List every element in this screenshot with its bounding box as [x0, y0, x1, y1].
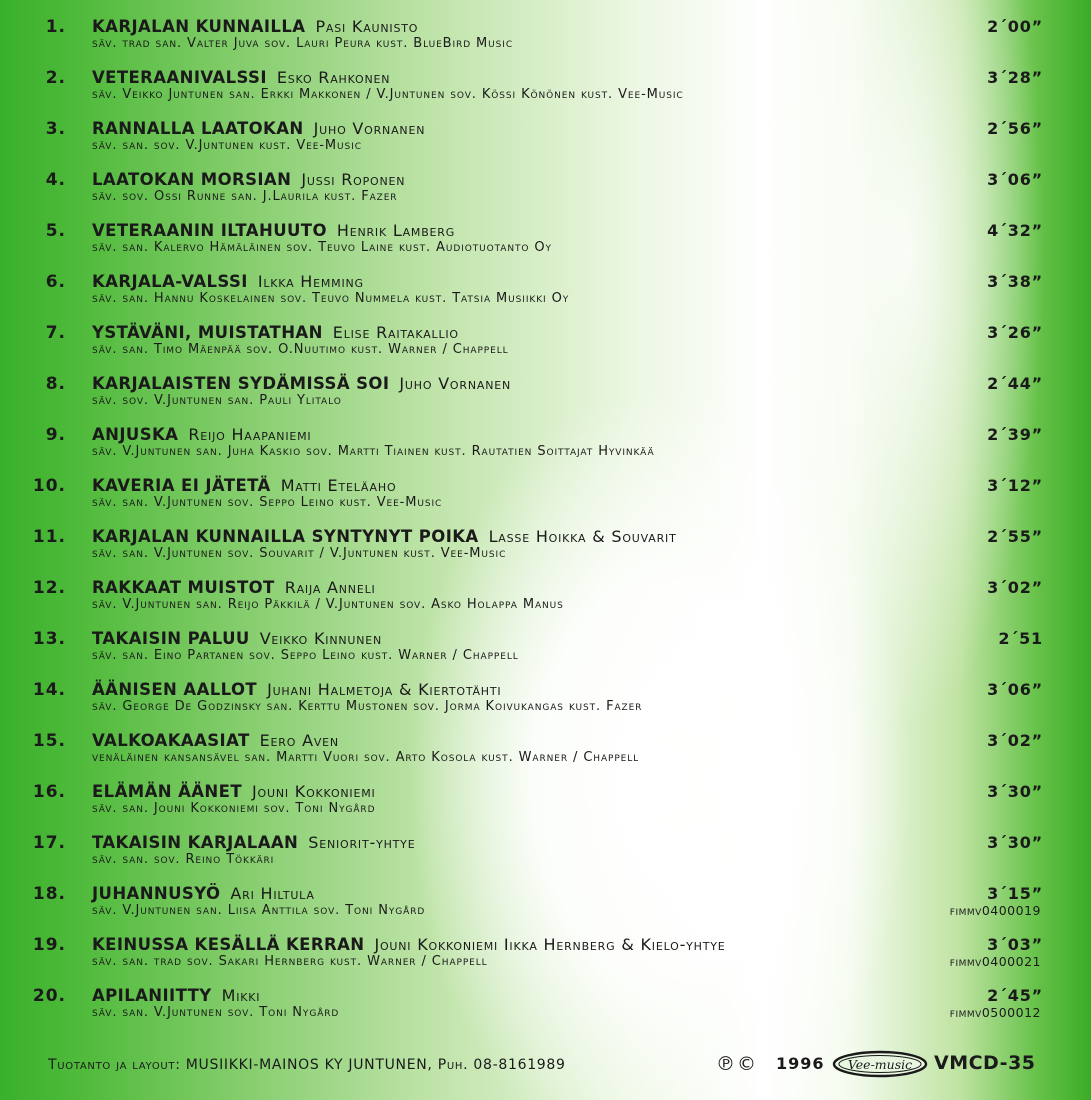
track-row — [0, 17, 1091, 63]
track-performer: Ari Hiltula — [230, 884, 315, 903]
track-row — [0, 884, 1091, 930]
track-duration: 3´03” — [987, 935, 1043, 954]
track-row — [0, 731, 1091, 777]
track-heading — [92, 425, 311, 445]
track-heading — [92, 680, 501, 700]
track-title: ÄÄNISEN AALLOT — [92, 680, 258, 699]
track-performer: Veikko Kinnunen — [259, 629, 383, 648]
track-credits: venäläinen kansansävel san. Martti Vuori sov. Arto Kosola kust. Warner / Chappell — [92, 750, 640, 765]
track-heading — [92, 68, 390, 88]
track-number: 8. — [45, 374, 66, 394]
track-title: KARJALAN KUNNAILLA — [92, 17, 306, 36]
track-heading — [92, 986, 260, 1006]
track-number: 10. — [32, 476, 66, 496]
track-performer: Seniorit-yhtye — [308, 833, 416, 852]
track-credits: säv. san. Hannu Koskelainen sov. Teuvo Nummela kust. Tatsia Musiikki Oy — [92, 291, 570, 306]
track-heading — [92, 374, 511, 394]
track-performer: Elise Raitakallio — [332, 323, 459, 342]
track-row — [0, 527, 1091, 573]
track-title: JUHANNUSYÖ — [92, 884, 221, 903]
track-title: RANNALLA LAATOKAN — [92, 119, 304, 138]
track-row — [0, 935, 1091, 981]
track-row — [0, 629, 1091, 675]
track-heading — [92, 170, 405, 190]
track-title: VETERAANIVALSSI — [92, 68, 267, 87]
track-row — [0, 578, 1091, 624]
track-heading — [92, 221, 455, 241]
track-number: 18. — [32, 884, 66, 904]
track-row — [0, 986, 1091, 1032]
track-row — [0, 374, 1091, 420]
track-row — [0, 782, 1091, 828]
track-duration: 3´30” — [987, 782, 1043, 801]
track-heading — [92, 119, 425, 139]
track-number: 4. — [45, 170, 66, 190]
track-credits: säv. san. V.Juntunen sov. Seppo Leino kust. Vee-Music — [92, 495, 443, 510]
track-title: KARJALAISTEN SYDÄMISSÄ SOI — [92, 374, 390, 393]
track-number: 20. — [32, 986, 66, 1006]
track-row — [0, 119, 1091, 165]
track-title: KARJALA-VALSSI — [92, 272, 248, 291]
track-row — [0, 170, 1091, 216]
track-number: 3. — [45, 119, 66, 139]
track-heading — [92, 629, 382, 649]
track-duration: 3´38” — [987, 272, 1043, 291]
track-duration: 2´00” — [987, 17, 1043, 36]
track-title: KEINUSSA KESÄLLÄ KERRAN — [92, 935, 365, 954]
track-heading — [92, 578, 376, 598]
copyright-year: 1996 — [776, 1054, 825, 1073]
track-credits: säv. V.Juntunen san. Liisa Anttila sov. Toni Nygård — [92, 903, 426, 918]
track-row — [0, 272, 1091, 318]
track-heading — [92, 731, 339, 751]
track-number: 5. — [45, 221, 66, 241]
track-performer: Jussi Roponen — [301, 170, 406, 189]
track-title: APILANIITTY — [92, 986, 212, 1005]
track-title: KAVERIA EI JÄTETÄ — [92, 476, 271, 495]
track-heading — [92, 884, 315, 904]
track-duration: 3´06” — [987, 170, 1043, 189]
track-credits: säv. san. Eino Partanen sov. Seppo Leino kust. Warner / Chappell — [92, 648, 519, 663]
track-number: 7. — [45, 323, 66, 343]
track-performer: Eero Aven — [259, 731, 339, 750]
track-performer: Mikki — [221, 986, 261, 1005]
track-performer: Juho Vornanen — [313, 119, 426, 138]
track-number: 11. — [32, 527, 66, 547]
track-number: 19. — [32, 935, 66, 955]
track-title: ANJUSKA — [92, 425, 179, 444]
track-heading — [92, 527, 677, 547]
track-credits: säv. sov. V.Juntunen san. Pauli Ylitalo — [92, 393, 342, 408]
track-row — [0, 476, 1091, 522]
track-credits: säv. V.Juntunen san. Juha Kaskio sov. Martti Tiainen kust. Rautatien Soittajat Hyvinkää — [92, 444, 655, 459]
track-title: VALKOAKAASIAT — [92, 731, 250, 750]
track-performer: Reijo Haapaniemi — [188, 425, 312, 444]
track-number: 6. — [45, 272, 66, 292]
track-number: 1. — [45, 17, 66, 37]
track-credits: säv. George De Godzinsky san. Kerttu Mustonen sov. Jorma Koivukangas kust. Fazer — [92, 699, 643, 714]
track-row — [0, 833, 1091, 879]
track-title: RAKKAAT MUISTOT — [92, 578, 275, 597]
track-performer: Raija Anneli — [284, 578, 376, 597]
track-duration: 2´55” — [987, 527, 1043, 546]
copyright-symbols: ℗© — [716, 1053, 758, 1075]
track-performer: Matti Eteläaho — [280, 476, 397, 495]
track-duration: 2´56” — [987, 119, 1043, 138]
track-number: 9. — [45, 425, 66, 445]
track-heading — [92, 476, 396, 496]
track-performer: Pasi Kaunisto — [315, 17, 419, 36]
track-performer: Juhani Halmetoja & Kiertotähti — [267, 680, 502, 699]
isrc-code: fimmv0400019 — [949, 903, 1041, 918]
track-number: 2. — [45, 68, 66, 88]
track-row — [0, 68, 1091, 114]
track-title: LAATOKAN MORSIAN — [92, 170, 292, 189]
track-performer: Ilkka Hemming — [257, 272, 364, 291]
track-title: ELÄMÄN ÄÄNET — [92, 782, 242, 801]
track-duration: 3´30” — [987, 833, 1043, 852]
track-row — [0, 680, 1091, 726]
isrc-code: fimmv0500012 — [949, 1005, 1041, 1020]
vee-music-logo — [832, 1050, 928, 1078]
track-duration: 3´12” — [987, 476, 1043, 495]
track-heading — [92, 323, 459, 343]
track-number: 15. — [32, 731, 66, 751]
production-credit: Tuotanto ja layout: MUSIIKKI-MAINOS KY JUNTUNEN, Puh. 08-8161989 — [48, 1057, 566, 1073]
track-performer: Juho Vornanen — [399, 374, 511, 393]
track-heading — [92, 272, 364, 292]
track-row — [0, 323, 1091, 369]
track-number: 16. — [32, 782, 66, 802]
track-duration: 4´32” — [987, 221, 1043, 240]
track-row — [0, 425, 1091, 471]
track-duration: 3´02” — [987, 578, 1043, 597]
isrc-code: fimmv0400021 — [949, 954, 1041, 969]
track-title: VETERAANIN ILTAHUUTO — [92, 221, 327, 240]
track-credits: säv. san. Kalervo Hämäläinen sov. Teuvo Laine kust. Audiotuotanto Oy — [92, 240, 552, 255]
track-performer: Jouni Kokkoniemi — [251, 782, 376, 801]
track-duration: 2´39” — [987, 425, 1043, 444]
track-credits: säv. V.Juntunen san. Reijo Päkkilä / V.Juntunen sov. Asko Holappa Manus — [92, 597, 564, 612]
track-duration: 3´06” — [987, 680, 1043, 699]
track-title: YSTÄVÄNI, MUISTATHAN — [92, 323, 323, 342]
track-number: 12. — [32, 578, 66, 598]
track-performer: Henrik Lamberg — [336, 221, 456, 240]
track-number: 17. — [32, 833, 66, 853]
track-performer: Lasse Hoikka & Souvarit — [488, 527, 677, 546]
track-credits: säv. san. trad sov. Sakari Hernberg kust. Warner / Chappell — [92, 954, 488, 969]
track-row — [0, 221, 1091, 267]
track-duration: 3´28” — [987, 68, 1043, 87]
track-heading — [92, 935, 726, 955]
catalog-number: VMCD-35 — [934, 1052, 1036, 1074]
track-performer: Jouni Kokkoniemi Iikka Hernberg & Kielo-yhtye — [374, 935, 726, 954]
track-heading — [92, 17, 418, 37]
track-duration: 2´45” — [987, 986, 1043, 1005]
track-credits: säv. trad san. Valter Juva sov. Lauri Peura kust. BlueBird Music — [92, 36, 514, 51]
track-credits: säv. san. Jouni Kokkoniemi sov. Toni Nygård — [92, 801, 376, 816]
track-credits: säv. sov. Ossi Runne san. J.Laurila kust. Fazer — [92, 189, 398, 204]
track-credits: säv. san. V.Juntunen sov. Souvarit / V.Juntunen kust. Vee-Music — [92, 546, 507, 561]
track-duration: 3´26” — [987, 323, 1043, 342]
track-credits: säv. san. Timo Mäenpää sov. O.Nuutimo kust. Warner / Chappell — [92, 342, 509, 357]
track-duration: 3´15” — [987, 884, 1043, 903]
track-title: TAKAISIN KARJALAAN — [92, 833, 299, 852]
track-number: 13. — [32, 629, 66, 649]
track-title: KARJALAN KUNNAILLA SYNTYNYT POIKA — [92, 527, 479, 546]
track-heading — [92, 782, 376, 802]
track-number: 14. — [32, 680, 66, 700]
track-duration: 3´02” — [987, 731, 1043, 750]
track-credits: säv. san. V.Juntunen sov. Toni Nygård — [92, 1005, 340, 1020]
track-credits: säv. Veikko Juntunen san. Erkki Makkonen / V.Juntunen sov. Kössi Könönen kust. Vee-Music — [92, 87, 684, 102]
track-duration: 2´44” — [987, 374, 1043, 393]
track-credits: säv. san. sov. Reino Tökkäri — [92, 852, 275, 867]
track-performer: Esko Rahkonen — [276, 68, 391, 87]
track-heading — [92, 833, 415, 853]
track-duration: 2´51 — [998, 629, 1043, 648]
track-credits: säv. san. sov. V.Juntunen kust. Vee-Music — [92, 138, 362, 153]
track-title: TAKAISIN PALUU — [92, 629, 250, 648]
svg-text:Vee-music: Vee-music — [847, 1057, 913, 1072]
